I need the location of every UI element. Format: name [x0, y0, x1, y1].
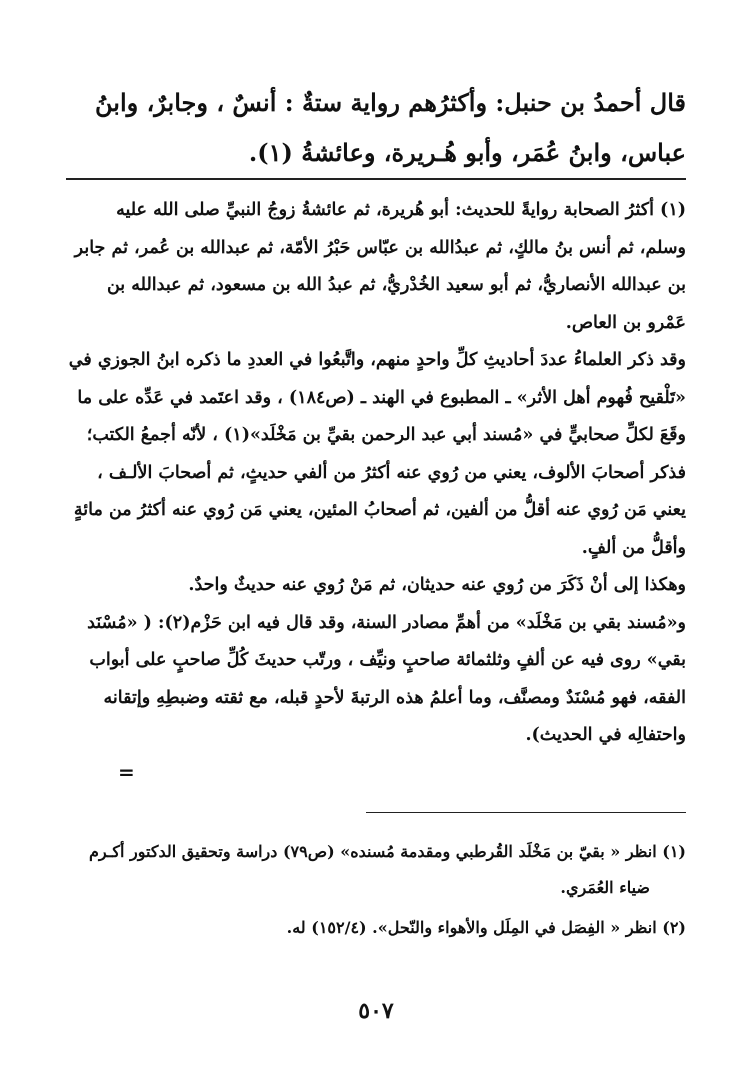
continuation-mark: = — [118, 760, 135, 784]
reference-1 — [66, 834, 686, 906]
reference-1-line-1: (١) انظر « بقيّ بن مَخْلَد القُرطبي ومقدمة مُسنده» (ص٧٩) دراسة وتحقيق الدكتور أكـرم — [88, 842, 686, 861]
main-paragraph: قال أحمدُ بن حنبل: وأكثرُهم رواية ستةٌ : أنسٌ ، وجابرٌ، وابنُ عباس، وابنُ عُمَر، وأبو هُـريرة، وعائشةُ (١). — [95, 88, 686, 167]
footnote-paragraph-4: و«مُسند بقي بن مَخْلَد» من أهمِّ مصادر السنة، وقد قال فيه ابن حَزْم(٢): ( «مُسْنَد بقي» روى فيه عن ألفٍ وثلثمائة صاحبٍ ونيِّف ، ورتّب حديثَ كُلِّ صاحبٍ على أبواب الفقه، فهو مُسْنَدٌ ومصنَّف، وما أعلمُ هذه الرتبةَ لأحدٍ قبله، مع ثقته وضبطِهِ وإتقانه واحتفالِه في الحديث). — [87, 612, 686, 745]
footnote-paragraph-2: وقد ذكر العلماءُ عددَ أحاديثِ كلِّ واحدٍ منهم، واتَّبعُوا في العددِ ما ذكره ابنُ الجوزي في «تَلْقيح فُهوم أهل الأثر» ـ المطبوع في الهند ـ (ص١٨٤) ، وقد اعتَمد في عَدِّه على ما وقَعَ لكلِّ صحابيٍّ في «مُسند أبي عبد الرحمن بقيِّ بن مَخْلَد»(١) ، لأنّه أجمعُ الكتب؛ فذكر أصحابَ الألوف، يعني من رُوي عنه أكثرُ من ألفي حديثٍ، ثم أصحابَ الألـف ، يعني مَن رُوي عنه أقلُّ من ألفين، ثم أصحابُ المئين، يعني مَن رُوي عنه أكثرُ من مائةٍ وأقلُّ من ألفٍ. — [68, 350, 686, 558]
footnote-paragraph-1: (١) أكثرُ الصحابة روايةً للحديث: أبو هُريرة، ثم عائشةُ زوجُ النبيِّ صلى الله عليه وسلم، ثم أنس بنُ مالكٍ، ثم عبدُالله بن عبّاس حَبْرُ الأمّة، ثم عبدالله بن عُمر، ثم جابر بن عبدالله الأنصاريُّ، ثم أبو سعيد الخُدْريُّ، ثم عبدُ الله بن مسعود، ثم عبدالله بن عَمْرو بن العاص. — [74, 200, 686, 333]
reference-1-line-2: ضياء العُمَري. — [560, 878, 650, 897]
page-number: ٥٠٧ — [358, 998, 394, 1024]
footnote-paragraph-3: وهكذا إلى أنْ ذَكَرَ من رُوي عنه حديثان، ثم مَنْ رُوي عنه حديثٌ واحدٌ. — [188, 575, 686, 595]
reference-2 — [66, 910, 686, 946]
footnote-block — [66, 192, 686, 755]
reference-2-line-1: (٢) انظر « الفِصَل في المِلَل والأهواء والنّحل». (١٥٢/٤) له. — [286, 918, 686, 937]
footnote-separator — [66, 178, 686, 180]
references-separator — [366, 812, 686, 813]
references-block — [66, 834, 686, 950]
